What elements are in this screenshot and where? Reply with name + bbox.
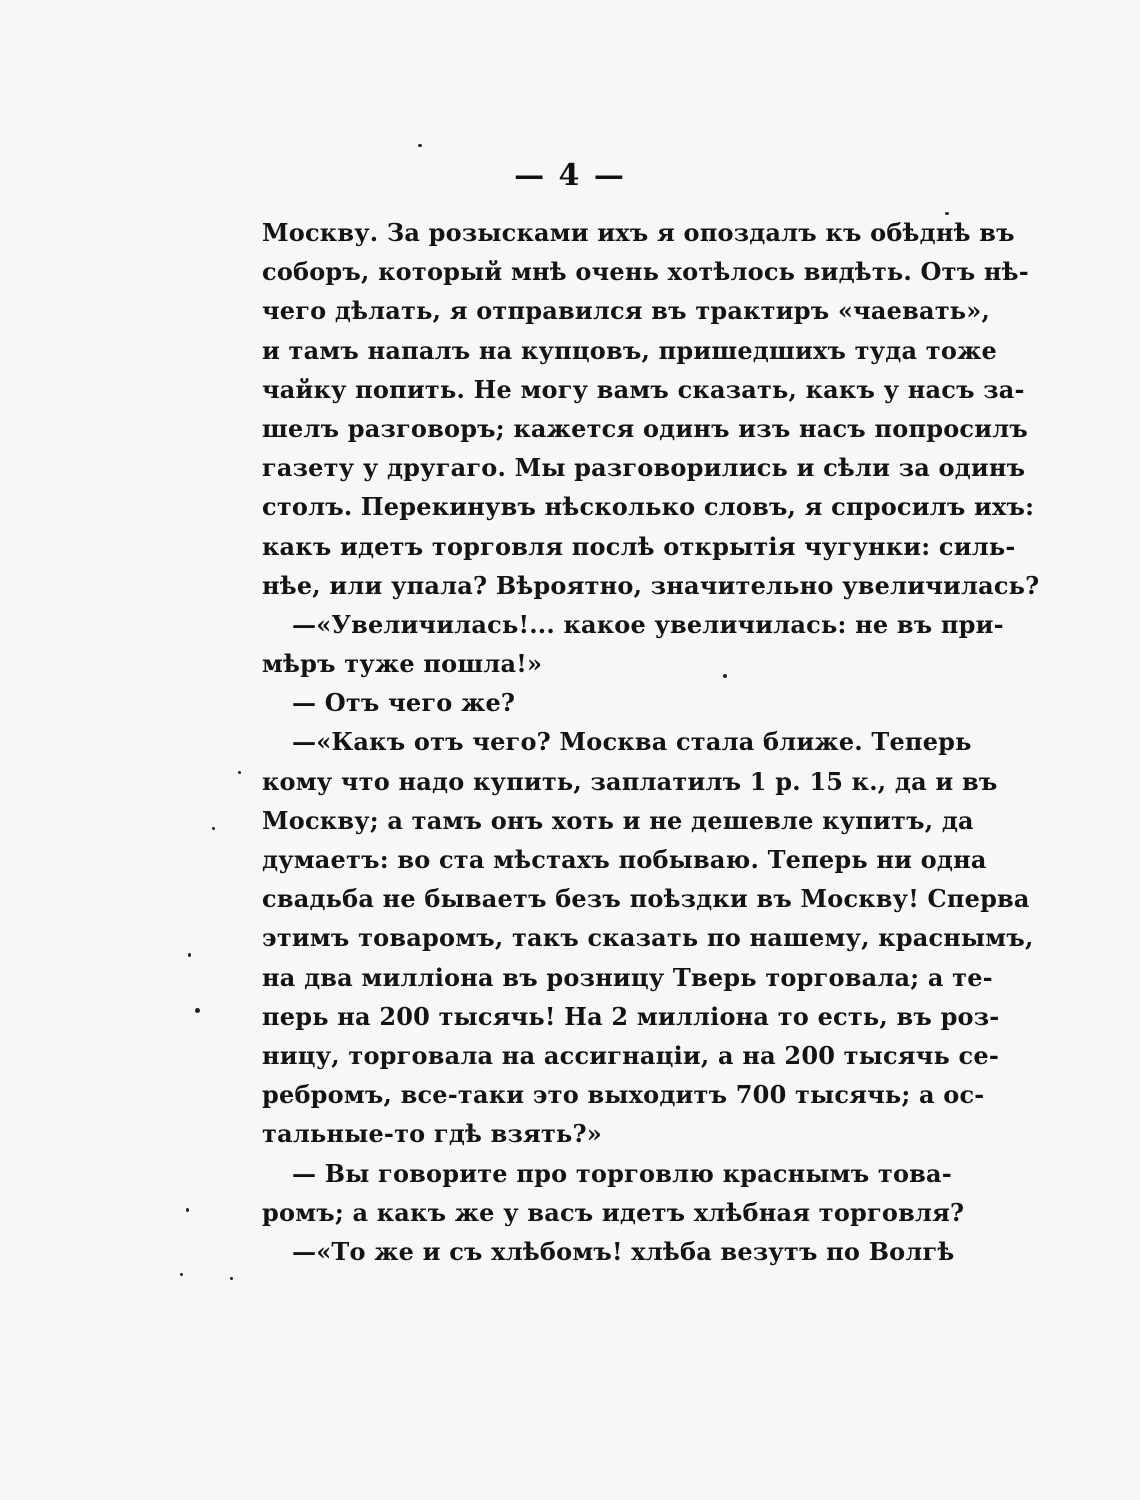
text-line: газету у другаго. Мы разговорились и сѣли за одинъ [262,453,1026,483]
text-line: —«Увеличилась!... какое увеличилась: не въ при- [292,609,1004,639]
text-line: ромъ; а какъ же у васъ идетъ хлѣбная торговля? [262,1197,965,1227]
text-line: думаетъ: во ста мѣстахъ побываю. Теперь ни одна [262,845,987,874]
text-line: на два милліона въ розницу Тверь торговала; а те- [262,962,993,992]
scan-speck [195,1008,200,1013]
scan-speck [238,771,241,774]
body-text [262,213,1040,1271]
scan-speck [418,144,422,147]
scan-speck [212,827,215,830]
text-line: этимъ товаромъ, такъ сказать по нашему, краснымъ, [262,923,1034,953]
text-line: — Отъ чего же? [292,688,516,718]
scan-speck [230,1277,233,1280]
text-line: ницу, торговала на ассигнаціи, а на 200 тысячь се- [262,1040,999,1070]
text-line: нѣе, или упала? Вѣроятно, значительно увеличилась? [262,570,1040,600]
scan-speck [186,1208,189,1212]
scan-speck [723,674,727,678]
text-line: тальные-то гдѣ взять?» [262,1119,603,1149]
text-line: шелъ разговоръ; кажется одинъ изъ насъ попросилъ [262,413,1028,443]
text-line: —«Какъ отъ чего? Москва стала ближе. Теперь [292,727,972,757]
text-line: перь на 200 тысячь! На 2 милліона то есть, въ роз- [262,1001,1000,1031]
text-line: соборъ, который мнѣ очень хотѣлось видѣть. Отъ нѣ- [262,257,1029,287]
text-line: Москву; а тамъ онъ хоть и не дешевле купитъ, да [262,805,974,835]
text-line: чайку попить. Не могу вамъ сказать, какъ у насъ за- [262,374,1025,404]
text-line: —«То же и съ хлѣбомъ! хлѣба везутъ по Волгѣ [292,1236,955,1266]
scan-speck [180,1273,183,1276]
text-line: столъ. Перекинувъ нѣсколько словъ, я спросилъ ихъ: [262,492,1035,522]
scan-speck [945,212,949,215]
text-line: мѣръ туже пошла!» [262,649,543,679]
page-number: — 4 — [514,158,626,193]
scan-speck [188,953,191,957]
text-line: — Вы говорите про торговлю краснымъ това- [292,1158,952,1188]
text-line: и тамъ напалъ на купцовъ, пришедшихъ туда тоже [262,335,997,365]
text-line: свадьба не бываетъ безъ поѣздки въ Москву! Сперва [262,884,1030,914]
text-line: чего дѣлать, я отправился въ трактиръ «чаевать», [262,296,991,326]
text-line: кому что надо купить, заплатилъ 1 р. 15 к., да и въ [262,766,998,796]
text-line: ребромъ, все-таки это выходитъ 700 тысячь; а ос- [262,1080,985,1110]
text-line: какъ идетъ торговля послѣ открытія чугунки: силь- [262,531,1016,561]
text-line: Москву. За розысками ихъ я опоздалъ къ обѣднѣ въ [262,218,1015,247]
